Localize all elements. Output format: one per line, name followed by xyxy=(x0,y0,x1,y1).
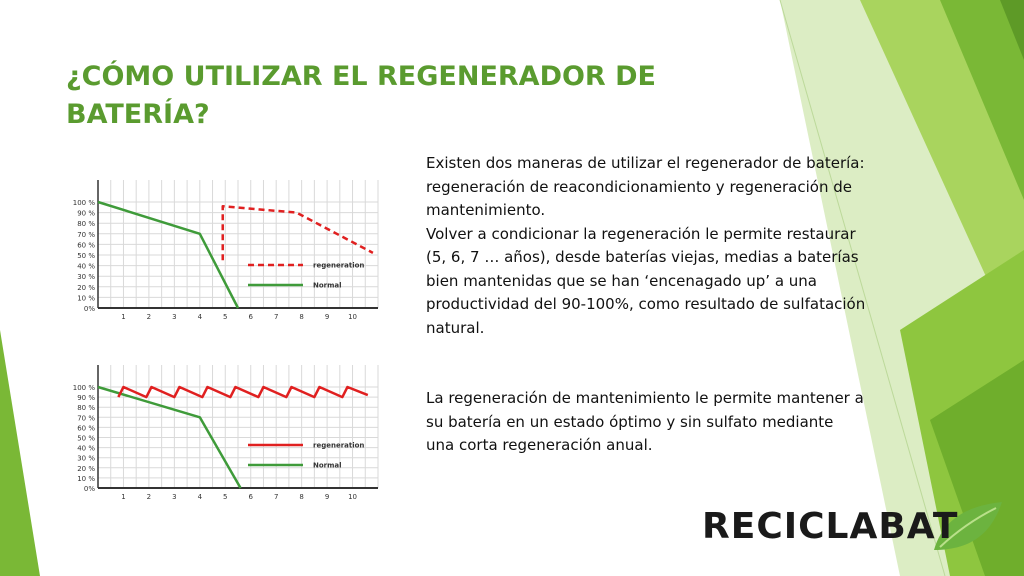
x-tick-label: 4 xyxy=(197,493,203,501)
y-tick-label: 20 % xyxy=(77,464,95,473)
legend-label-normal: Normal xyxy=(313,461,342,470)
y-tick-label: 100 % xyxy=(72,199,95,207)
y-tick-label: 60 % xyxy=(77,241,95,250)
x-tick-label: 1 xyxy=(121,313,126,321)
logo-text: RECICLABAT xyxy=(702,506,959,547)
chart-maintenance xyxy=(66,355,386,505)
y-tick-label: 50 % xyxy=(77,252,95,260)
x-tick-label: 8 xyxy=(299,493,304,501)
y-tick-label: 0% xyxy=(83,305,95,313)
y-tick-label: 30 % xyxy=(77,454,95,463)
legend-label-regeneration: regeneration xyxy=(313,441,365,450)
y-tick-label: 80 % xyxy=(77,220,95,229)
paragraph-maintenance: La regeneración de mantenimiento le permite mantener a su batería en un estado óptimo y sin sulfato mediante una corta regeneración anual. xyxy=(426,389,864,454)
series-line-regeneration xyxy=(223,206,373,260)
legend-label-normal: Normal xyxy=(313,281,342,290)
logo xyxy=(694,500,1004,560)
x-tick-label: 6 xyxy=(248,313,253,321)
y-tick-label: 40 % xyxy=(77,444,95,453)
series-line-regeneration xyxy=(118,387,367,397)
y-tick-label: 90 % xyxy=(77,209,95,218)
x-tick-label: 7 xyxy=(273,313,279,321)
x-tick-label: 8 xyxy=(299,313,304,321)
paragraph-reconditioning: Volver a condicionar la regeneración le permite restaurar (5, 6, 7 … años), desde baterías viejas, medias a baterías bien mantenidas que se han ‘encenagado up’ a una productividad del 90-100%, como resultado de sulfatación natural. xyxy=(426,224,866,337)
x-tick-label: 7 xyxy=(273,493,279,501)
y-tick-label: 80 % xyxy=(77,404,95,413)
y-tick-label: 30 % xyxy=(77,273,95,282)
x-tick-label: 1 xyxy=(121,493,126,501)
y-tick-label: 10 % xyxy=(77,474,95,483)
y-tick-label: 70 % xyxy=(77,414,95,423)
y-tick-label: 0% xyxy=(83,485,95,493)
x-tick-label: 6 xyxy=(248,493,253,501)
chart-reconditioning xyxy=(66,170,386,325)
x-tick-label: 2 xyxy=(146,313,152,321)
x-tick-label: 2 xyxy=(146,493,152,501)
legend-label-regeneration: regeneration xyxy=(313,261,365,270)
y-tick-label: 50 % xyxy=(77,434,95,443)
y-tick-label: 10 % xyxy=(77,294,95,303)
y-tick-label: 70 % xyxy=(77,230,95,239)
y-tick-label: 60 % xyxy=(77,424,95,433)
paragraph-intro: Existen dos maneras de utilizar el regenerador de batería: regeneración de reacondicionamiento y regeneración de mantenimiento. xyxy=(426,154,865,219)
x-tick-label: 5 xyxy=(223,493,228,501)
x-tick-label: 10 xyxy=(348,313,358,321)
body-text xyxy=(426,152,866,458)
y-tick-label: 100 % xyxy=(72,384,95,392)
y-tick-label: 20 % xyxy=(77,283,95,292)
y-tick-label: 40 % xyxy=(77,262,95,271)
x-tick-label: 5 xyxy=(223,313,228,321)
x-tick-label: 3 xyxy=(172,313,177,321)
x-tick-label: 9 xyxy=(324,493,330,501)
x-tick-label: 9 xyxy=(324,313,330,321)
slide-title: ¿CÓMO UTILIZAR EL REGENERADOR DE BATERÍA? xyxy=(66,61,656,130)
x-tick-label: 3 xyxy=(172,493,177,501)
deco-corner-left xyxy=(0,330,40,576)
y-tick-label: 90 % xyxy=(77,394,95,403)
x-tick-label: 4 xyxy=(197,313,203,321)
x-tick-label: 10 xyxy=(348,493,358,501)
